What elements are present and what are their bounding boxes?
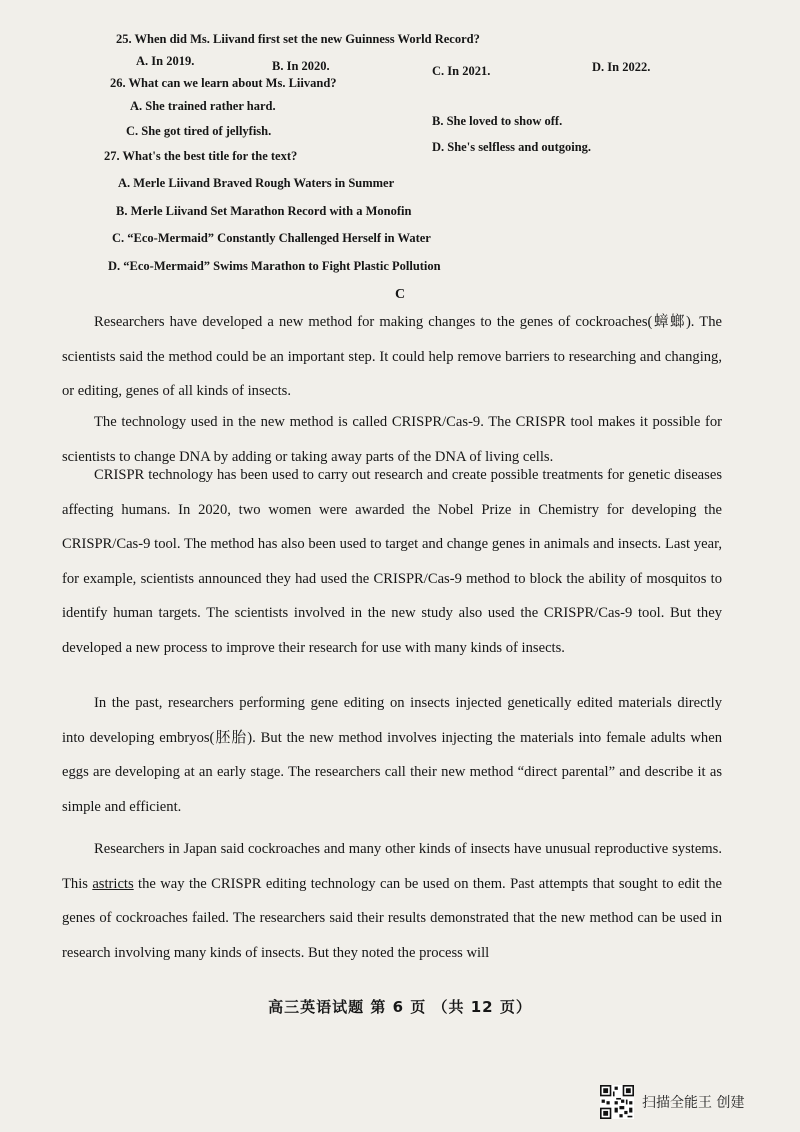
question-number: 26. bbox=[110, 76, 126, 90]
question-number: 25. bbox=[116, 32, 132, 46]
underlined-word: astricts bbox=[92, 875, 134, 892]
passage-paragraph: CRISPR technology has been used to carry out research and create possible treatments for genetic diseases affecting humans. In 2020, two women were awarded the Nobel Prize in Chemistry for developing the CRISPR/Cas-9 tool. The method has also been used to target and change genes in animals and insects. Last year, for example, scientists announced they had used the CRISPR/Cas-9 method to block the ability of mosquitos to identify human targets. The scientists involved in the new study also used the CRISPR/Cas-9 tool. But they developed a new process to improve their research for use with many kinds of insects. bbox=[62, 467, 722, 656]
question-27 bbox=[104, 149, 297, 164]
question-text: What's the best title for the text? bbox=[122, 149, 298, 163]
qr-code-icon bbox=[600, 1085, 634, 1119]
passage-paragraph: Researchers in Japan said cockroaches and many other kinds of insects have unusual reproductive systems. This astricts the way the CRISPR editing technology can be used on them. Past attempts that sought to edit the genes of cockroaches failed. The researchers said their results demonstrated that the new method can be used in research involving many kinds of insects. But they noted the process will bbox=[62, 841, 723, 961]
option-a: A. In 2019. bbox=[136, 54, 195, 68]
option-d: D. She's selfless and outgoing. bbox=[432, 140, 592, 154]
option-b: B. In 2020. bbox=[272, 59, 330, 73]
passage-paragraph: Researchers have developed a new method for making changes to the genes of cockroaches(蟑螂). The scientists said the method could be an important step. It could help remove barriers to researching and changing, or editing, genes of all kinds of insects. bbox=[62, 314, 722, 399]
option-a: A. She trained rather hard. bbox=[130, 99, 276, 113]
option-c: C. She got tired of jellyfish. bbox=[126, 124, 272, 138]
option-a: A. Merle Liivand Braved Rough Waters in Summer bbox=[118, 176, 395, 190]
question-text: When did Ms. Liivand first set the new Guinness World Record? bbox=[134, 32, 480, 46]
option-c: C. In 2021. bbox=[432, 64, 491, 78]
question-number: 27. bbox=[104, 149, 120, 163]
option-b: B. Merle Liivand Set Marathon Record with a Monofin bbox=[116, 204, 412, 218]
option-c: C. “Eco-Mermaid” Constantly Challenged Herself in Water bbox=[112, 231, 431, 245]
option-d: D. In 2022. bbox=[592, 60, 651, 74]
question-text: What can we learn about Ms. Liivand? bbox=[128, 76, 337, 90]
question-25 bbox=[116, 32, 480, 47]
option-d: D. “Eco-Mermaid” Swims Marathon to Fight Plastic Pollution bbox=[108, 259, 441, 273]
passage-paragraph: The technology used in the new method is called CRISPR/Cas-9. The CRISPR tool makes it possible for scientists to change DNA by adding or taking away parts of the DNA of living cells. bbox=[62, 414, 722, 465]
option-b: B. She loved to show off. bbox=[432, 114, 563, 128]
question-26 bbox=[110, 76, 337, 91]
page-footer: 高三英语试题 第 6 页 （共 12 页） bbox=[268, 998, 532, 1016]
scanner-watermark-text: 扫描全能王 创建 bbox=[642, 1095, 745, 1111]
scanner-watermark bbox=[600, 1085, 744, 1119]
section-label: C bbox=[395, 287, 406, 302]
passage-paragraph: In the past, researchers performing gene editing on insects injected genetically edited materials directly into developing embryos(胚胎). But the new method involves injecting the materials into female adults when eggs are developing at an early stage. The researchers call their new method “direct parental” and describe it as simple and efficient. bbox=[62, 695, 722, 815]
